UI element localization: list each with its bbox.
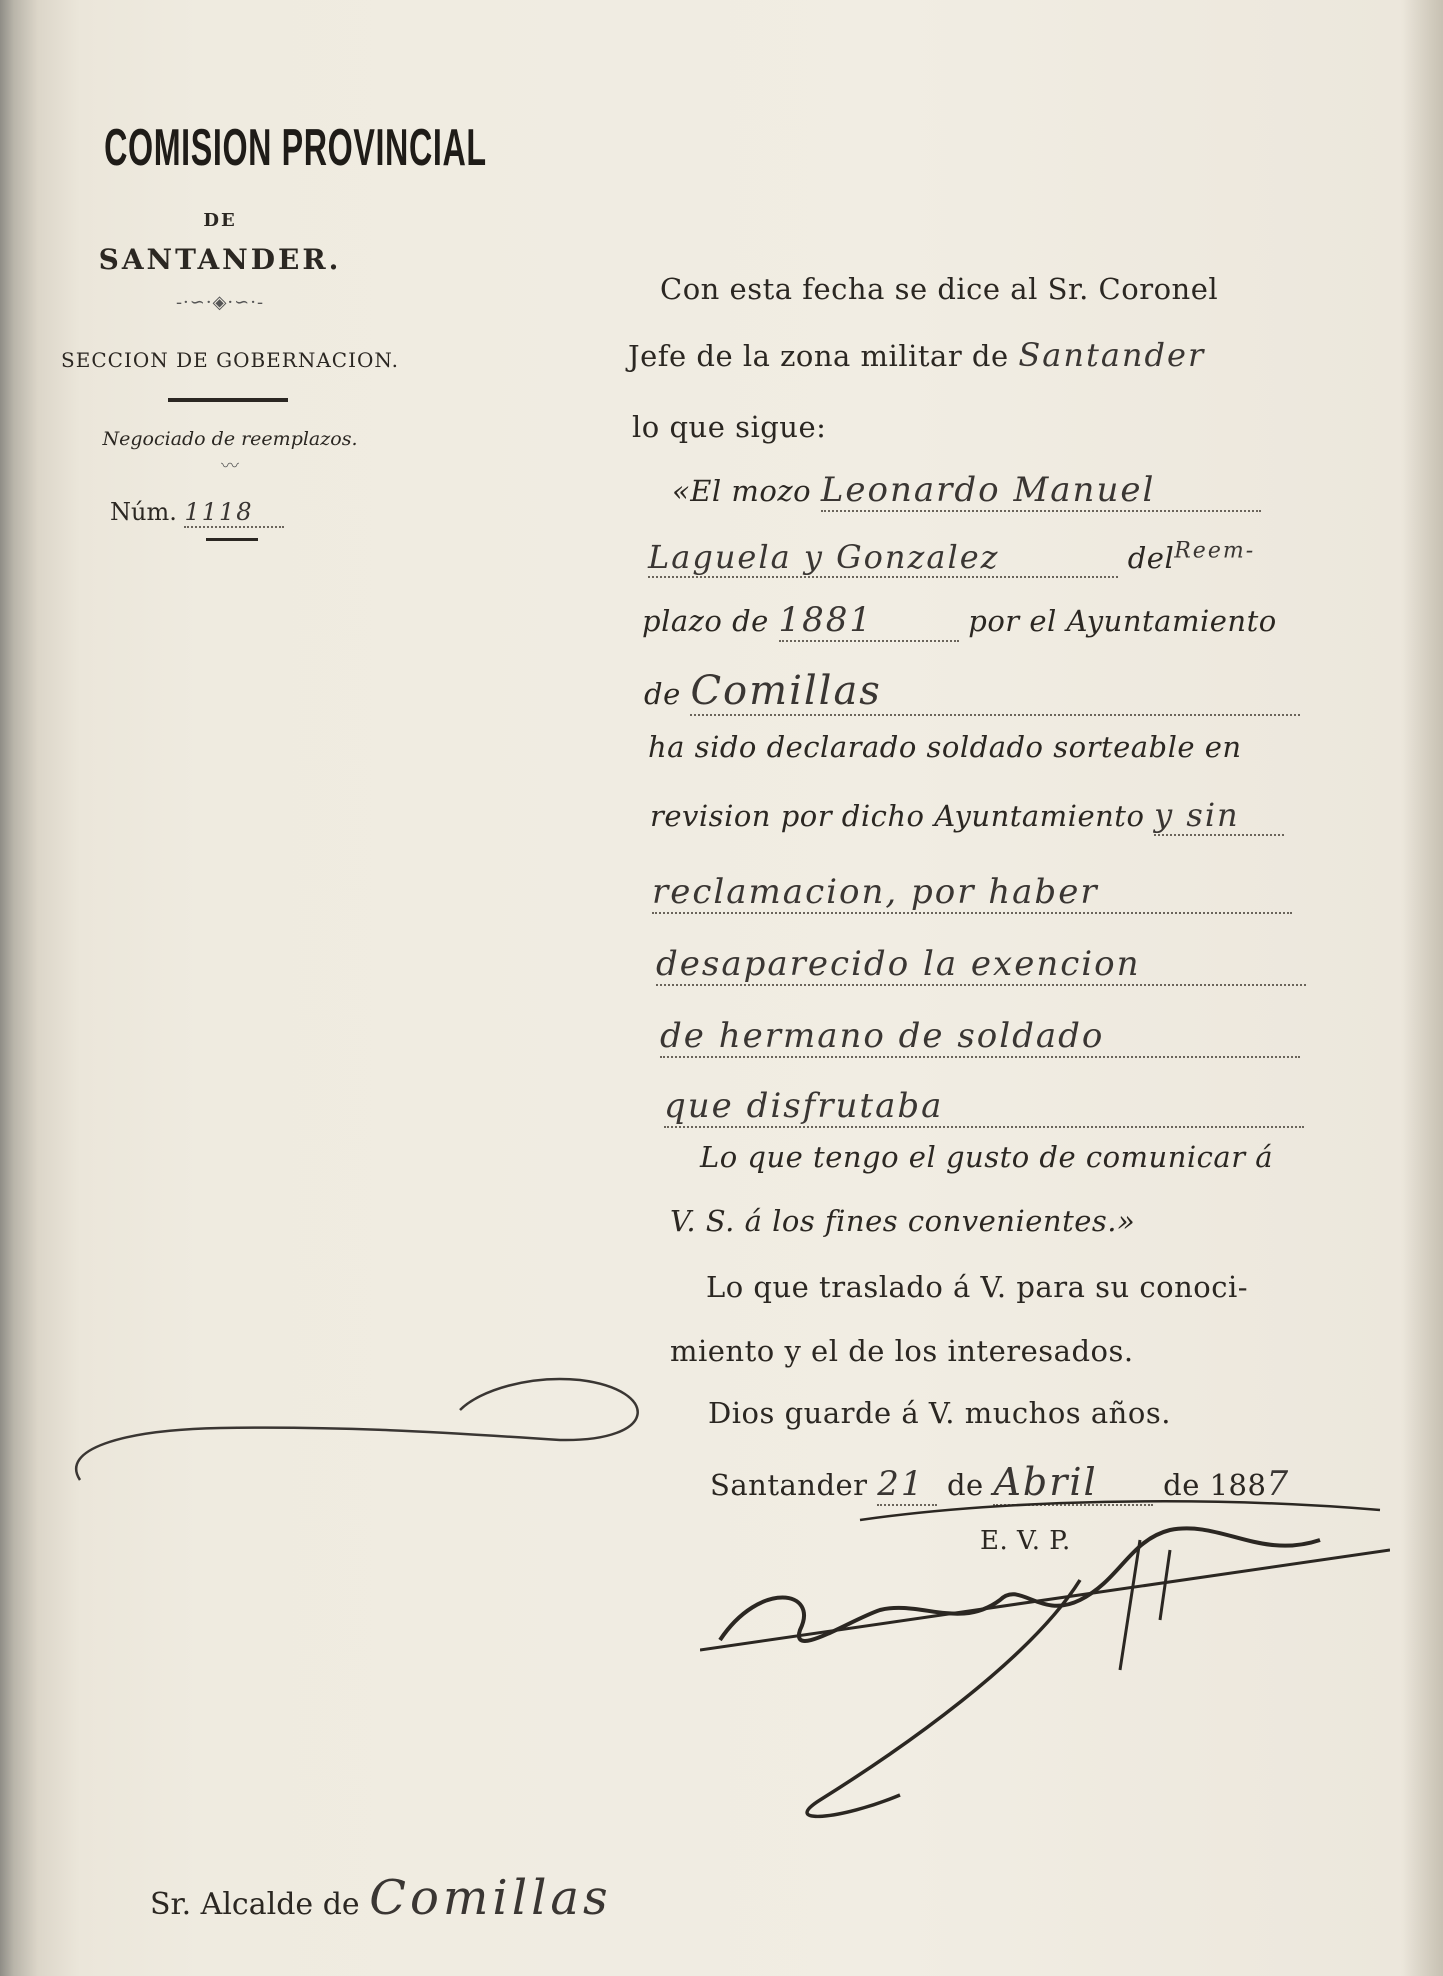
body-line-10 (652, 872, 1292, 914)
ornament-divider: -·∽·◈·∽·- (175, 292, 265, 313)
body-line-4-hand: Leonardo Manuel (821, 470, 1261, 512)
date-place: Santander (710, 1468, 868, 1502)
body-line-18: Dios guarde á V. muchos años. (708, 1396, 1171, 1430)
date-day: 21 (877, 1464, 937, 1506)
body-line-14: Lo que tengo el gusto de comunicar á (700, 1140, 1274, 1174)
body-line-12-hand: de hermano de soldado (660, 1016, 1300, 1058)
body-line-3: lo que sigue: (632, 410, 827, 444)
letterhead-de: DE (203, 210, 237, 231)
body-line-11 (656, 944, 1306, 986)
body-line-1: Con esta fecha se dice al Sr. Coronel (660, 272, 1219, 306)
body-line-6-hand: 1881 (779, 600, 959, 642)
divider-rule (168, 398, 288, 402)
body-line-13 (664, 1086, 1304, 1128)
body-line-7 (644, 668, 1300, 716)
addressee (150, 1870, 612, 1926)
divider-rule-small (206, 538, 258, 541)
body-line-6 (642, 600, 1277, 642)
body-line-5-hand2: Reem- (1174, 538, 1256, 564)
body-line-2-hand: Santander (1018, 336, 1206, 374)
reference-number (110, 498, 350, 528)
date-month: Abril (993, 1460, 1153, 1506)
section-name: SECCION DE GOBERNACION. (61, 348, 399, 372)
body-line-8: ha sido declarado soldado sorteable en (648, 730, 1242, 764)
num-value: 1118 (184, 498, 284, 528)
body-line-6-text: plazo de (642, 604, 769, 638)
pen-flourish (60, 1370, 640, 1490)
date-year-prefix: de 188 (1163, 1468, 1267, 1502)
body-line-2-text: Jefe de la zona militar de (628, 339, 1009, 373)
body-line-6-text2: por el Ayuntamiento (968, 604, 1277, 638)
body-line-7-text: de (644, 677, 681, 711)
letterhead-city: SANTANDER. (98, 243, 342, 276)
office-name: Negociado de reemplazos. (102, 428, 358, 450)
body-line-5-hand: Laguela y Gonzalez (648, 538, 1118, 578)
addressee-town: Comillas (369, 1870, 612, 1926)
body-line-10-hand: reclamacion, por haber (652, 872, 1292, 914)
body-line-15: V. S. á los fines convenientes.» (670, 1204, 1136, 1238)
signature (700, 1500, 1390, 1830)
body-line-7-hand: Comillas (690, 668, 1300, 716)
body-line-11-hand: desaparecido la exencion (656, 944, 1306, 986)
tilde-ornament: 〰 (221, 456, 239, 477)
body-line-5 (648, 538, 1255, 578)
page-edge-shadow (1403, 0, 1443, 1976)
body-line-12 (660, 1016, 1300, 1058)
body-line-4-text: «El mozo (672, 474, 812, 508)
body-line-4 (672, 470, 1261, 512)
body-line-16: Lo que traslado á V. para su conoci- (706, 1270, 1249, 1304)
addressee-label: Sr. Alcalde de (150, 1887, 360, 1922)
date-year-digit: 7 (1266, 1464, 1291, 1504)
body-line-5-text: del (1127, 541, 1175, 575)
num-label: Núm. (110, 498, 177, 526)
body-line-13-hand: que disfrutaba (664, 1086, 1304, 1128)
body-line-9-text: revision por dicho Ayuntamiento (650, 799, 1145, 833)
letterhead-title: COMISION PROVINCIAL (104, 119, 487, 177)
body-line-2 (628, 336, 1205, 374)
body-line-9 (650, 796, 1284, 836)
body-line-9-hand: y sin (1154, 796, 1284, 836)
evp-closing: E. V. P. (980, 1526, 1071, 1556)
date-de: de (946, 1468, 984, 1502)
body-line-17: miento y el de los interesados. (670, 1334, 1134, 1368)
